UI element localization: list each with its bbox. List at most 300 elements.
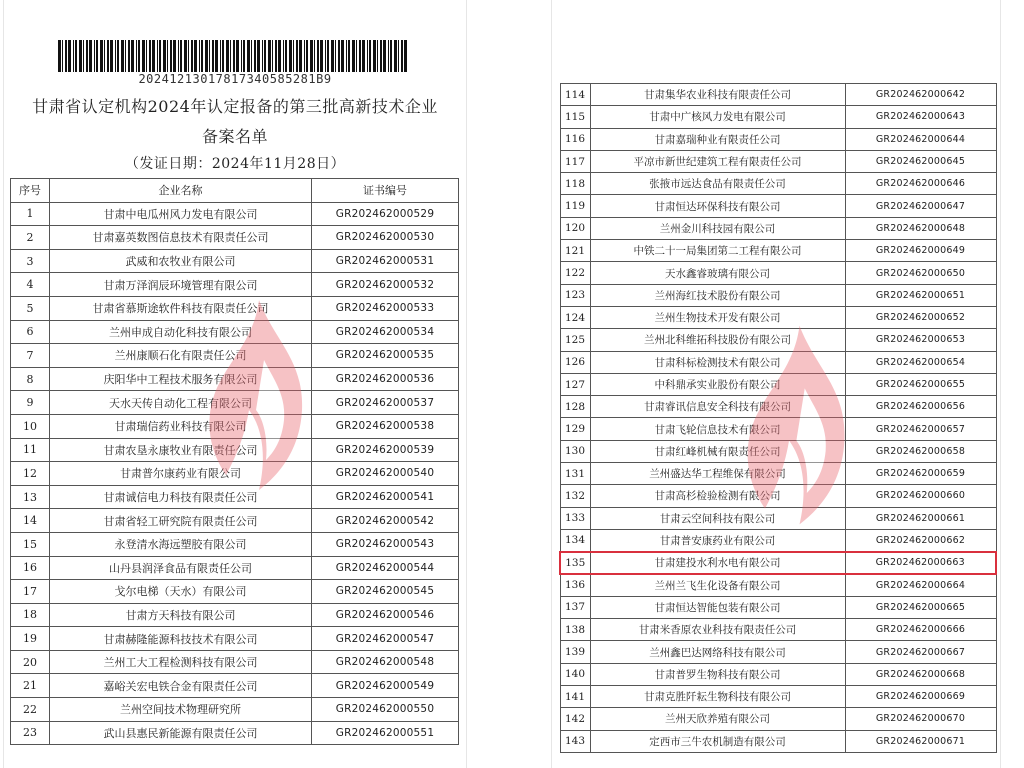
certificate-number: GR202462000651 (845, 284, 996, 306)
barcode-bar (125, 40, 126, 72)
certificate-number: GR202462000660 (845, 485, 996, 507)
certificate-number: GR202462000645 (845, 150, 996, 172)
document-page-left (4, 0, 466, 768)
row-number: 122 (560, 262, 590, 284)
certificate-number: GR202462000669 (845, 686, 996, 708)
certificate-number: GR202462000655 (845, 373, 996, 395)
barcode-bar (251, 40, 252, 72)
row-number: 131 (560, 463, 590, 485)
company-name: 中科鼎承实业股份有限公司 (590, 373, 845, 395)
barcode-bar (359, 40, 361, 72)
row-number: 18 (11, 603, 50, 627)
barcode-bar (367, 40, 368, 72)
table-row (11, 627, 459, 651)
row-number: 116 (560, 128, 590, 150)
barcode-bar (380, 40, 382, 72)
table-row (560, 306, 996, 328)
row-number: 3 (11, 249, 50, 273)
barcode-bar (188, 40, 189, 72)
barcode-bar (317, 40, 319, 72)
company-name: 甘肃恒达智能包装有限公司 (590, 596, 845, 618)
table-row (560, 240, 996, 262)
table-row (11, 462, 459, 486)
table-row (560, 529, 996, 551)
barcode-bar (142, 40, 145, 72)
table-row (560, 217, 996, 239)
row-number: 9 (11, 391, 50, 415)
company-table-right (559, 83, 997, 753)
barcode-bar (178, 40, 179, 72)
barcode-bar (278, 40, 281, 72)
header-no: 序号 (11, 179, 50, 203)
row-number: 129 (560, 418, 590, 440)
barcode-bar (352, 40, 355, 72)
table-row (560, 262, 996, 284)
barcode-bar (314, 40, 315, 72)
table-row (560, 485, 996, 507)
company-name: 兰州盛达华工程维保有限公司 (590, 463, 845, 485)
table-row (560, 440, 996, 462)
row-number: 120 (560, 217, 590, 239)
barcode-bar (230, 40, 231, 72)
barcode-bar (310, 40, 313, 72)
row-number: 20 (11, 650, 50, 674)
certificate-number: GR202462000533 (312, 296, 459, 320)
barcode-bar (356, 40, 357, 72)
company-name: 兰州金川科技园有限公司 (590, 217, 845, 239)
row-number: 135 (560, 552, 590, 574)
document-title: 甘肃省认定机构2024年认定报备的第三批高新技术企业 (32, 97, 438, 116)
company-name: 甘肃诚信电力科技有限责任公司 (50, 485, 312, 509)
table-row (560, 84, 996, 106)
table-row (11, 414, 459, 438)
company-name: 庆阳华中工程技术服务有限公司 (50, 367, 312, 391)
certificate-number: GR202462000537 (312, 391, 459, 415)
barcode-bar (58, 40, 61, 72)
barcode-bar (264, 40, 266, 72)
company-name: 平凉市新世纪建筑工程有限责任公司 (590, 150, 845, 172)
row-number: 16 (11, 556, 50, 580)
barcode-bar (212, 40, 214, 72)
table-row (560, 663, 996, 685)
company-name: 甘肃红峰机械有限责任公司 (590, 440, 845, 462)
barcode-bar (285, 40, 287, 72)
company-name: 兰州工大工程检测科技有限公司 (50, 650, 312, 674)
company-name: 兰州空间技术物理研究所 (50, 698, 312, 722)
barcode-bar (320, 40, 323, 72)
barcode-bar (254, 40, 256, 72)
row-number: 138 (560, 619, 590, 641)
barcode-bar (338, 40, 340, 72)
certificate-number: GR202462000666 (845, 619, 996, 641)
company-name: 甘肃中电瓜州风力发电有限公司 (50, 202, 312, 226)
barcode-bar (401, 40, 403, 72)
barcode-bar (272, 40, 273, 72)
barcode-bar (184, 40, 187, 72)
table-row (11, 249, 459, 273)
barcode-bar (394, 40, 397, 72)
certificate-number: GR202462000540 (312, 462, 459, 486)
barcode-bar (283, 40, 284, 72)
barcode-bar (157, 40, 158, 72)
certificate-number: GR202462000656 (845, 396, 996, 418)
barcode-bar (335, 40, 336, 72)
table-row (560, 463, 996, 485)
barcode-bar (220, 40, 221, 72)
row-number: 6 (11, 320, 50, 344)
table-row (11, 344, 459, 368)
certificate-number: GR202462000653 (845, 329, 996, 351)
certificate-number: GR202462000658 (845, 440, 996, 462)
company-name: 兰州生物技术开发有限公司 (590, 306, 845, 328)
row-number: 23 (11, 721, 50, 745)
company-name: 甘肃方天科技有限公司 (50, 603, 312, 627)
row-number: 121 (560, 240, 590, 262)
row-number: 133 (560, 507, 590, 529)
company-name: 甘肃嘉英数图信息技术有限责任公司 (50, 226, 312, 250)
row-number: 140 (560, 663, 590, 685)
certificate-number: GR202462000539 (312, 438, 459, 462)
certificate-number: GR202462000536 (312, 367, 459, 391)
company-name: 甘肃米香原农业科技有限责任公司 (590, 619, 845, 641)
barcode-bar (275, 40, 277, 72)
row-number: 12 (11, 462, 50, 486)
row-number: 17 (11, 580, 50, 604)
table-row (560, 195, 996, 217)
certificate-number: GR202462000654 (845, 351, 996, 373)
row-number: 8 (11, 367, 50, 391)
barcode-bar (362, 40, 365, 72)
company-name: 定西市三牛农机制造有限公司 (590, 730, 845, 752)
certificate-number: GR202462000545 (312, 580, 459, 604)
row-number: 13 (11, 485, 50, 509)
barcode-bar (68, 40, 71, 72)
barcode-bar (146, 40, 147, 72)
row-number: 1 (11, 202, 50, 226)
barcode-bar (167, 40, 168, 72)
barcode-bar (346, 40, 347, 72)
barcode-bar (65, 40, 67, 72)
certificate-number: GR202462000650 (845, 262, 996, 284)
row-number: 115 (560, 106, 590, 128)
barcode-bar (293, 40, 294, 72)
company-name: 甘肃高杉检验检测有限公司 (590, 485, 845, 507)
certificate-number: GR202462000538 (312, 414, 459, 438)
table-row (560, 507, 996, 529)
barcode-bar (86, 40, 88, 72)
table-row (11, 296, 459, 320)
row-number: 139 (560, 641, 590, 663)
company-name: 永登清水海远塑胶有限公司 (50, 532, 312, 556)
table-row (560, 708, 996, 730)
barcode-bar (62, 40, 63, 72)
document-subtitle: 备案名单 (201, 127, 268, 146)
barcode-bar (262, 40, 263, 72)
company-name: 兰州康顺石化有限责任公司 (50, 344, 312, 368)
certificate-number: GR202462000661 (845, 507, 996, 529)
barcode-bar (75, 40, 77, 72)
barcode-bar (152, 40, 155, 72)
certificate-number: GR202462000648 (845, 217, 996, 239)
company-name: 甘肃普罗生物科技有限公司 (590, 663, 845, 685)
barcode-bar (243, 40, 245, 72)
barcode-bar (236, 40, 239, 72)
certificate-number: GR202462000659 (845, 463, 996, 485)
barcode-bar (390, 40, 392, 72)
table-row (11, 650, 459, 674)
barcode-bar (296, 40, 298, 72)
table-row (560, 686, 996, 708)
document-page-right (552, 0, 1000, 768)
barcode-bar (404, 40, 407, 72)
company-name: 张掖市远达食品有限责任公司 (590, 173, 845, 195)
table-row (11, 509, 459, 533)
table-header-row (11, 179, 459, 203)
company-name: 兰州天欣养殖有限公司 (590, 708, 845, 730)
company-name: 兰州兰飞生化设备有限公司 (590, 574, 845, 596)
company-name: 武山县惠民新能源有限责任公司 (50, 721, 312, 745)
certificate-number: GR202462000543 (312, 532, 459, 556)
company-name: 甘肃农垦永康牧业有限责任公司 (50, 438, 312, 462)
table-row (560, 552, 996, 574)
table-row (11, 556, 459, 580)
certificate-number: GR202462000662 (845, 529, 996, 551)
company-name: 兰州申成自动化科技有限公司 (50, 320, 312, 344)
header-cert: 证书编号 (312, 179, 459, 203)
table-row (560, 106, 996, 128)
barcode-bar (191, 40, 193, 72)
certificate-number: GR202462000534 (312, 320, 459, 344)
row-number: 130 (560, 440, 590, 462)
row-number: 126 (560, 351, 590, 373)
barcode-bar (331, 40, 334, 72)
row-number: 137 (560, 596, 590, 618)
company-name: 天水鑫睿玻璃有限公司 (590, 262, 845, 284)
barcode-bar (180, 40, 182, 72)
certificate-number: GR202462000652 (845, 306, 996, 328)
table-row (560, 418, 996, 440)
table-row (11, 698, 459, 722)
table-row (11, 674, 459, 698)
company-name: 甘肃瑞信药业科技有限公司 (50, 414, 312, 438)
barcode-bar (104, 40, 105, 72)
barcode-bar (83, 40, 84, 72)
table-row (11, 485, 459, 509)
table-row (560, 574, 996, 596)
table-row (11, 202, 459, 226)
barcode-bar (289, 40, 292, 72)
company-name: 甘肃云空间科技有限公司 (590, 507, 845, 529)
table-row (11, 580, 459, 604)
issue-date: （发证日期：2024年11月28日） (124, 156, 346, 172)
table-row (11, 391, 459, 415)
company-name: 甘肃飞轮信息技术有限公司 (590, 418, 845, 440)
certificate-number: GR202462000646 (845, 173, 996, 195)
row-number: 123 (560, 284, 590, 306)
certificate-number: GR202462000541 (312, 485, 459, 509)
certificate-number: GR202462000532 (312, 273, 459, 297)
company-name: 甘肃嘉瑞种业有限责任公司 (590, 128, 845, 150)
barcode-bar (377, 40, 378, 72)
certificate-number: GR202462000671 (845, 730, 996, 752)
row-number: 125 (560, 329, 590, 351)
row-number: 124 (560, 306, 590, 328)
company-name: 山丹县润泽食品有限责任公司 (50, 556, 312, 580)
barcode-bar (117, 40, 119, 72)
company-name: 天水天传自动化工程有限公司 (50, 391, 312, 415)
table-row (560, 351, 996, 373)
barcode-bar (205, 40, 208, 72)
company-name: 甘肃恒达环保科技有限公司 (590, 195, 845, 217)
barcode-bar (306, 40, 308, 72)
barcode-bar (170, 40, 172, 72)
company-name: 甘肃克胜阡耘生物科技有限公司 (590, 686, 845, 708)
company-name: 中铁二十一局集团第二工程有限公司 (590, 240, 845, 262)
table-row (560, 329, 996, 351)
row-number: 22 (11, 698, 50, 722)
certificate-number: GR202462000550 (312, 698, 459, 722)
table-row (11, 273, 459, 297)
certificate-number: GR202462000663 (845, 552, 996, 574)
company-name: 甘肃省慕斯途软件科技有限责任公司 (50, 296, 312, 320)
barcode-bar (128, 40, 130, 72)
barcode-bar (268, 40, 271, 72)
barcode-bar (325, 40, 326, 72)
barcode-bar (247, 40, 250, 72)
table-row (560, 128, 996, 150)
certificate-number: GR202462000549 (312, 674, 459, 698)
barcode-bar (369, 40, 371, 72)
company-name: 兰州海红技术股份有限公司 (590, 284, 845, 306)
barcode-bar (215, 40, 218, 72)
table-row (11, 721, 459, 745)
row-number: 117 (560, 150, 590, 172)
table-row (560, 619, 996, 641)
barcode-bar (226, 40, 229, 72)
barcode-bar (383, 40, 386, 72)
company-name: 甘肃建投水利水电有限公司 (590, 552, 845, 574)
company-name: 甘肃中广核风力发电有限公司 (590, 106, 845, 128)
certificate-number: GR202462000665 (845, 596, 996, 618)
barcode-bar (327, 40, 329, 72)
certificate-number: GR202462000531 (312, 249, 459, 273)
barcode-bar (89, 40, 92, 72)
company-name: 甘肃普尔康药业有限公司 (50, 462, 312, 486)
company-name: 兰州北科维拓科技股份有限公司 (590, 329, 845, 351)
barcode-bar (163, 40, 166, 72)
barcode-bar (121, 40, 124, 72)
table-row (560, 596, 996, 618)
certificate-number: GR202462000548 (312, 650, 459, 674)
barcode-bar (388, 40, 389, 72)
row-number: 7 (11, 344, 50, 368)
certificate-number: GR202462000644 (845, 128, 996, 150)
certificate-number: GR202462000547 (312, 627, 459, 651)
barcode-bar (341, 40, 344, 72)
barcode-bar (173, 40, 176, 72)
barcode-icon (58, 40, 410, 72)
row-number: 136 (560, 574, 590, 596)
table-row (560, 730, 996, 752)
table-row (560, 396, 996, 418)
barcode-bar (241, 40, 242, 72)
table-row (11, 532, 459, 556)
barcode-bar (79, 40, 82, 72)
row-number: 11 (11, 438, 50, 462)
row-number: 118 (560, 173, 590, 195)
barcode-number: 20241213017817340585281B9 (138, 72, 332, 86)
company-name: 嘉峪关宏电铁合金有限责任公司 (50, 674, 312, 698)
row-number: 114 (560, 84, 590, 106)
company-name: 甘肃万泽润辰环境管理有限公司 (50, 273, 312, 297)
company-name: 兰州鑫巴达网络科技有限公司 (590, 641, 845, 663)
company-name: 甘肃集华农业科技有限责任公司 (590, 84, 845, 106)
barcode-bar (348, 40, 350, 72)
table-row (11, 226, 459, 250)
company-name: 甘肃省轻工研究院有限责任公司 (50, 509, 312, 533)
row-number: 143 (560, 730, 590, 752)
barcode-bar (299, 40, 302, 72)
barcode-bar (107, 40, 109, 72)
certificate-number: GR202462000670 (845, 708, 996, 730)
table-row (560, 641, 996, 663)
certificate-number: GR202462000551 (312, 721, 459, 745)
header-name: 企业名称 (50, 179, 312, 203)
row-number: 119 (560, 195, 590, 217)
certificate-number: GR202462000657 (845, 418, 996, 440)
barcode-bar (138, 40, 140, 72)
barcode-bar (131, 40, 134, 72)
barcode-bar (209, 40, 210, 72)
row-number: 141 (560, 686, 590, 708)
row-number: 134 (560, 529, 590, 551)
table-row (560, 173, 996, 195)
barcode-bar (94, 40, 95, 72)
row-number: 132 (560, 485, 590, 507)
barcode-bar (194, 40, 197, 72)
row-number: 142 (560, 708, 590, 730)
barcode-bar (115, 40, 116, 72)
certificate-number: GR202462000542 (312, 509, 459, 533)
table-row (560, 150, 996, 172)
barcode-bar (257, 40, 260, 72)
company-table-left (10, 178, 459, 745)
company-name: 甘肃科标检测技术有限公司 (590, 351, 845, 373)
barcode-bar (199, 40, 200, 72)
barcode-bar (222, 40, 224, 72)
row-number: 5 (11, 296, 50, 320)
company-name: 甘肃睿讯信息安全科技有限公司 (590, 396, 845, 418)
certificate-number: GR202462000546 (312, 603, 459, 627)
row-number: 15 (11, 532, 50, 556)
company-name: 甘肃赫隆能源科技技术有限公司 (50, 627, 312, 651)
company-name: 武威和农牧业有限公司 (50, 249, 312, 273)
barcode-bar (304, 40, 305, 72)
barcode-bar (136, 40, 137, 72)
certificate-number: GR202462000643 (845, 106, 996, 128)
certificate-number: GR202462000664 (845, 574, 996, 596)
certificate-number: GR202462000529 (312, 202, 459, 226)
certificate-number: GR202462000642 (845, 84, 996, 106)
barcode-bar (73, 40, 74, 72)
table-row (11, 603, 459, 627)
table-row (560, 373, 996, 395)
certificate-number: GR202462000544 (312, 556, 459, 580)
row-number: 2 (11, 226, 50, 250)
row-number: 127 (560, 373, 590, 395)
certificate-number: GR202462000667 (845, 641, 996, 663)
barcode-bar (398, 40, 399, 72)
